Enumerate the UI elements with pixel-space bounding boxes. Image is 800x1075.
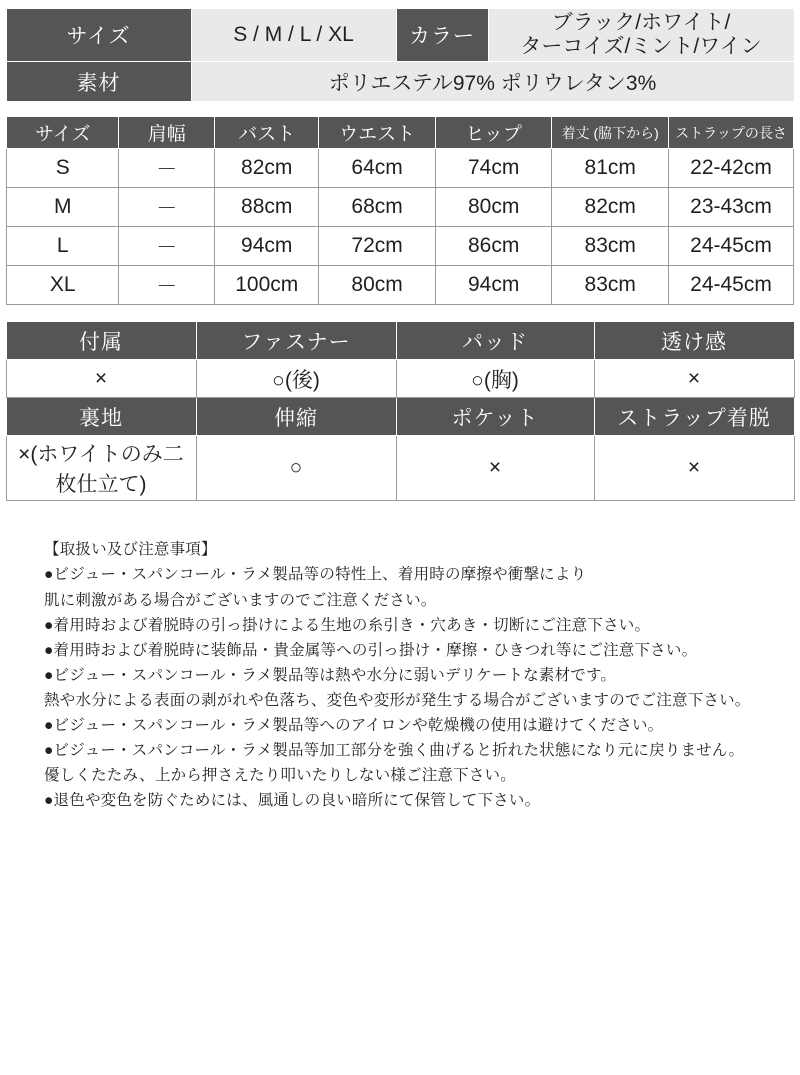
size-cell: －	[119, 188, 215, 227]
attr-value-pocket: ×	[396, 436, 594, 501]
size-cell: －	[119, 266, 215, 305]
size-header-strap: ストラップの長さ	[669, 117, 794, 149]
size-cell: 64cm	[319, 149, 436, 188]
size-table-header-row	[7, 117, 794, 149]
size-header-hip: ヒップ	[435, 117, 552, 149]
attr-header-lining: 裏地	[6, 398, 196, 436]
spec-value-color	[488, 9, 794, 62]
attr-value-pad: ○(胸)	[396, 360, 594, 398]
size-cell: 22-42cm	[669, 149, 794, 188]
size-cell: 68cm	[319, 188, 436, 227]
spec-value-size: S / M / L / XL	[191, 9, 396, 62]
size-cell: －	[119, 149, 215, 188]
attr-header-strap-detach: ストラップ着脱	[594, 398, 794, 436]
size-cell: 100cm	[215, 266, 319, 305]
spec-row-material	[6, 62, 794, 102]
attr-header-stretch: 伸縮	[196, 398, 396, 436]
attribute-value-row-2	[6, 436, 794, 501]
size-cell: 83cm	[552, 227, 669, 266]
size-cell: M	[7, 188, 119, 227]
attr-header-pocket: ポケット	[396, 398, 594, 436]
size-header-bust: バスト	[215, 117, 319, 149]
size-cell: L	[7, 227, 119, 266]
care-note-line: 肌に刺激がある場合がございますのでご注意ください。	[44, 591, 437, 609]
size-cell: －	[119, 227, 215, 266]
size-header-size: サイズ	[7, 117, 119, 149]
spec-value-material: ポリエステル97% ポリウレタン3%	[191, 62, 794, 102]
size-header-waist: ウエスト	[319, 117, 436, 149]
size-cell: S	[7, 149, 119, 188]
care-notes	[44, 537, 800, 813]
care-notes-title: 【取扱い及び注意事項】	[44, 541, 217, 559]
size-cell: XL	[7, 266, 119, 305]
size-cell: 94cm	[435, 266, 552, 305]
care-note-line: ●ビジュー・スパンコール・ラメ製品等は熱や水分に弱いデリケートな素材です。	[44, 666, 617, 684]
attr-value-accessory: ×	[6, 360, 196, 398]
care-note-line: ●退色や変色を防ぐためには、風通しの良い暗所にて保管して下さい。	[44, 792, 541, 810]
table-row	[7, 227, 794, 266]
attr-value-zipper: ○(後)	[196, 360, 396, 398]
size-cell: 23-43cm	[669, 188, 794, 227]
care-note-line: ●ビジュー・スパンコール・ラメ製品等加工部分を強く曲げると折れた状態になり元に戻りません。	[44, 742, 745, 760]
size-measurement-table	[6, 116, 794, 305]
care-note-line: ●ビジュー・スパンコール・ラメ製品等の特性上、着用時の摩擦や衝撃により	[44, 566, 587, 584]
size-cell: 94cm	[215, 227, 319, 266]
attribute-table	[6, 321, 795, 501]
table-row	[7, 149, 794, 188]
care-note-line: 優しくたたみ、上から押さえたり叩いたりしない様ご注意下さい。	[44, 767, 516, 785]
attr-header-zipper: ファスナー	[196, 322, 396, 360]
spec-label-material: 素材	[6, 62, 191, 102]
size-cell: 24-45cm	[669, 227, 794, 266]
care-note-line: ●着用時および着脱時の引っ掛けによる生地の糸引き・穴あき・切断にご注意下さい。	[44, 616, 651, 634]
size-cell: 74cm	[435, 149, 552, 188]
product-spec-page	[0, 8, 800, 1075]
care-note-line: 熱や水分による表面の剥がれや色落ち、変色や変形が発生する場合がございますのでご注意下さい。	[44, 691, 751, 709]
spec-table	[6, 8, 795, 102]
spec-label-color: カラー	[396, 9, 488, 62]
size-cell: 80cm	[435, 188, 552, 227]
size-cell: 86cm	[435, 227, 552, 266]
size-cell: 82cm	[215, 149, 319, 188]
care-note-line: ●着用時および着脱時に装飾品・貴金属等への引っ掛け・摩擦・ひきつれ等にご注意下さい。	[44, 641, 698, 659]
attr-value-stretch: ○	[196, 436, 396, 501]
attr-header-pad: パッド	[396, 322, 594, 360]
table-row	[7, 188, 794, 227]
table-row	[7, 266, 794, 305]
care-note-line: ●ビジュー・スパンコール・ラメ製品等へのアイロンや乾燥機の使用は避けてください。	[44, 717, 664, 735]
attr-value-sheerness: ×	[594, 360, 794, 398]
size-cell: 81cm	[552, 149, 669, 188]
spec-row-size-color	[6, 9, 794, 62]
size-header-shoulder: 肩幅	[119, 117, 215, 149]
size-cell: 80cm	[319, 266, 436, 305]
spec-value-color-line1: ブラック/ホワイト/	[551, 11, 731, 34]
attribute-header-row-1	[6, 322, 794, 360]
size-cell: 24-45cm	[669, 266, 794, 305]
size-cell: 72cm	[319, 227, 436, 266]
spec-value-color-line2: ターコイズ/ミント/ワイン	[520, 35, 762, 59]
attr-value-strap-detach: ×	[594, 436, 794, 501]
size-cell: 83cm	[552, 266, 669, 305]
size-header-length: 着丈 (脇下から)	[552, 117, 669, 149]
size-cell: 82cm	[552, 188, 669, 227]
attr-header-sheerness: 透け感	[594, 322, 794, 360]
attribute-value-row-1	[6, 360, 794, 398]
spec-label-size: サイズ	[6, 9, 191, 62]
size-cell: 88cm	[215, 188, 319, 227]
attr-header-accessory: 付属	[6, 322, 196, 360]
attr-value-lining: ×(ホワイトのみ二枚仕立て)	[6, 436, 196, 501]
attribute-header-row-2	[6, 398, 794, 436]
